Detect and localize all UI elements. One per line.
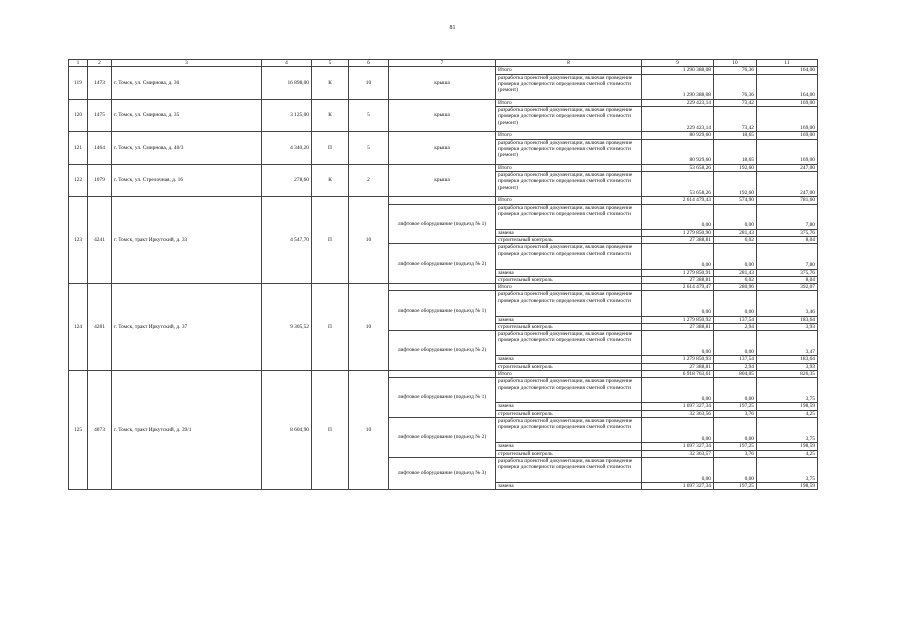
floors: 10 [349,197,389,284]
floors: 10 [349,67,389,99]
house-id: 4241 [88,197,112,284]
work-type-design: разработка проектной документации, включая проведение проверки достоверности определения сметной стоимости (ремонт) [496,74,642,99]
wall-type: П [312,132,349,164]
work-type-replacement: замена [496,443,642,450]
data-table [68,59,818,490]
total-col9: 6 918 763,61 [642,370,714,377]
design-col11: 7,80 [757,244,818,269]
repair-element: крыша [389,67,496,99]
total-col11: 164,00 [757,67,818,74]
design-col9: 53 658,26 [642,172,714,197]
control-col10: 6,02 [714,276,757,283]
repair-element-lift: лифтовое оборудование (подъезд № 2) [389,244,496,284]
entry-123-total-row [69,197,818,204]
work-type-design: разработка проектной документации, включая проведение проверки достоверности определения сметной стоимости [496,291,642,316]
entry-121-total-row [69,132,818,139]
total-col10: 280,96 [714,284,757,291]
header-cell-4: 4 [262,60,312,67]
wall-type: П [312,370,349,489]
header-cell-1: 1 [69,60,88,67]
repair-element-lift: лифтовое оборудование (подъезд № 1) [389,378,496,418]
total-col10: 192,60 [714,164,757,171]
work-type-design: разработка проектной документации, включая проведение проверки достоверности определения сметной стоимости (ремонт) [496,139,642,164]
control-col10: 3,76 [714,450,757,457]
work-type-replacement: замена [496,229,642,236]
total-col10: 804,05 [714,370,757,377]
header-cell-8: 8 [496,60,642,67]
total-col9: 1 290 388,08 [642,67,714,74]
design-col9: 0,00 [642,457,714,482]
repair-element: крыша [389,99,496,131]
area: 3 125,00 [262,99,312,131]
design-col9: 80 929,60 [642,139,714,164]
address: г. Томск, ул. Стрелочная, д. 16 [112,164,262,196]
design-col11: 3,75 [757,378,818,403]
entry-125-total-row [69,370,818,377]
entry-120-total-row [69,99,818,106]
header-row [69,60,818,67]
entry-119-total-row [69,67,818,74]
control-col9: 27 388,81 [642,363,714,370]
design-col11: 3,75 [757,457,818,482]
replace-col9: 1 279 850,90 [642,229,714,236]
work-type-design: разработка проектной документации, включая проведение проверки достоверности определения сметной стоимости [496,244,642,269]
replace-col11: 198,59 [757,403,818,410]
work-type-design: разработка проектной документации, включая проведение проверки достоверности определения сметной стоимости (ремонт) [496,172,642,197]
element-blank [389,370,496,377]
work-type-replacement: замена [496,403,642,410]
control-col10: 2,94 [714,363,757,370]
replace-col9: 1 697 327,34 [642,483,714,490]
work-type-replacement: замена [496,316,642,323]
replace-col9: 1 279 850,93 [642,356,714,363]
header-cell-11: 11 [757,60,818,67]
entry-122-total-row [69,164,818,171]
design-col10: 0,00 [714,291,757,316]
work-type-control: строительный контроль [496,363,642,370]
replace-col9: 1 697 327,34 [642,443,714,450]
total-col9: 2 614 479,43 [642,197,714,204]
header-cell-9: 9 [642,60,714,67]
replace-col10: 137,54 [714,356,757,363]
design-col9: 0,00 [642,204,714,229]
work-type-design: разработка проектной документации, включая проведение проверки достоверности определения сметной стоимости [496,418,642,443]
replace-col11: 198,59 [757,443,818,450]
design-col10: 0,00 [714,418,757,443]
replace-col10: 197,25 [714,443,757,450]
replace-col11: 375,76 [757,269,818,276]
total-col11: 169,00 [757,99,818,106]
floors: 10 [349,284,389,371]
total-col10: 18,65 [714,132,757,139]
total-col11: 781,60 [757,197,818,204]
wall-type: П [312,284,349,371]
design-col9: 0,00 [642,244,714,269]
capital-repair-table [68,59,818,490]
work-type-design: разработка проектной документации, включая проведение проверки достоверности определения сметной стоимости [496,457,642,482]
design-col10: 192,60 [714,172,757,197]
wall-type: К [312,164,349,196]
replace-col10: 281,43 [714,269,757,276]
header-cell-6: 6 [349,60,389,67]
row-number: 125 [69,370,88,489]
replace-col9: 1 697 327,34 [642,403,714,410]
replace-col10: 197,25 [714,403,757,410]
design-col11: 7,80 [757,204,818,229]
total-col9: 53 658,26 [642,164,714,171]
element-blank [389,197,496,204]
header-cell-10: 10 [714,60,757,67]
repair-element-lift: лифтовое оборудование (подъезд № 1) [389,204,496,244]
design-col11: 164,00 [757,74,818,99]
house-id: 1464 [88,132,112,164]
wall-type: К [312,67,349,99]
design-col9: 0,00 [642,331,714,356]
work-type-total: Итого [496,164,642,171]
total-col11: 169,00 [757,132,818,139]
design-col10: 0,00 [714,457,757,482]
control-col11: 8,04 [757,237,818,244]
control-col9: 27 388,81 [642,323,714,330]
replace-col11: 183,64 [757,356,818,363]
area: 16 898,00 [262,67,312,99]
repair-element: крыша [389,164,496,196]
control-col9: 27 388,81 [642,237,714,244]
element-blank [389,284,496,291]
design-col11: 247,00 [757,172,818,197]
design-col9: 0,00 [642,378,714,403]
address: г. Томск, тракт Иркутский, д. 37 [112,284,262,371]
work-type-control: строительный контроль [496,237,642,244]
floors: 5 [349,132,389,164]
design-col9: 0,00 [642,291,714,316]
total-col11: 247,00 [757,164,818,171]
work-type-replacement: замена [496,483,642,490]
replace-col10: 197,25 [714,483,757,490]
address: г. Томск, ул. Смирнова, д. 40/3 [112,132,262,164]
house-id: 1473 [88,67,112,99]
work-type-total: Итого [496,197,642,204]
control-col9: 32 363,56 [642,410,714,417]
design-col11: 169,00 [757,139,818,164]
row-number: 123 [69,197,88,284]
work-type-design: разработка проектной документации, включая проведение проверки достоверности определения сметной стоимости [496,378,642,403]
wall-type: К [312,99,349,131]
control-col11: 4,25 [757,410,818,417]
address: г. Томск, ул. Смирнова, д. 30 [112,67,262,99]
address: г. Томск, тракт Иркутский, д. 39/1 [112,370,262,489]
row-number: 124 [69,284,88,371]
row-number: 121 [69,132,88,164]
replace-col11: 183,64 [757,316,818,323]
wall-type: П [312,197,349,284]
replace-col10: 137,54 [714,316,757,323]
design-col10: 76,36 [714,74,757,99]
work-type-total: Итого [496,99,642,106]
address: г. Томск, тракт Иркутский, д. 33 [112,197,262,284]
control-col9: 32 363,57 [642,450,714,457]
total-col9: 2 614 479,47 [642,284,714,291]
control-col10: 3,76 [714,410,757,417]
work-type-control: строительный контроль [496,410,642,417]
house-id: 4073 [88,370,112,489]
design-col9: 1 290 388,08 [642,74,714,99]
design-col10: 0,00 [714,378,757,403]
house-id: 4281 [88,284,112,371]
work-type-design: разработка проектной документации, включая проведение проверки достоверности определения сметной стоимости [496,331,642,356]
house-id: 1079 [88,164,112,196]
control-col11: 3,93 [757,363,818,370]
work-type-control: строительный контроль [496,323,642,330]
house-id: 1475 [88,99,112,131]
repair-element: крыша [389,132,496,164]
header-cell-5: 5 [312,60,349,67]
design-col10: 18,65 [714,139,757,164]
area: 4 340,20 [262,132,312,164]
control-col9: 27 388,81 [642,276,714,283]
design-col10: 0,00 [714,331,757,356]
floors: 5 [349,99,389,131]
work-type-total: Итого [496,284,642,291]
work-type-design: разработка проектной документации, включая проведение проверки достоверности определения сметной стоимости (ремонт) [496,107,642,132]
design-col11: 3,46 [757,291,818,316]
design-col10: 0,00 [714,244,757,269]
row-number: 120 [69,99,88,131]
replace-col9: 1 279 850,91 [642,269,714,276]
repair-element-lift: лифтовое оборудование (подъезд № 1) [389,291,496,331]
total-col9: 229 423,14 [642,99,714,106]
design-col10: 73,42 [714,107,757,132]
design-col9: 229 423,14 [642,107,714,132]
floors: 2 [349,164,389,196]
work-type-replacement: замена [496,356,642,363]
design-col9: 0,00 [642,418,714,443]
repair-element-lift: лифтовое оборудование (подъезд № 2) [389,418,496,458]
work-type-replacement: замена [496,269,642,276]
work-type-control: строительный контроль [496,276,642,283]
work-type-total: Итого [496,67,642,74]
replace-col9: 1 279 850,92 [642,316,714,323]
header-cell-3: 3 [112,60,262,67]
design-col11: 169,00 [757,107,818,132]
row-number: 119 [69,67,88,99]
header-cell-7: 7 [389,60,496,67]
total-col10: 76,36 [714,67,757,74]
design-col11: 3,47 [757,331,818,356]
total-col11: 826,35 [757,370,818,377]
design-col10: 0,00 [714,204,757,229]
design-col11: 3,75 [757,418,818,443]
total-col10: 574,90 [714,197,757,204]
total-col9: 80 929,60 [642,132,714,139]
work-type-control: строительный контроль [496,450,642,457]
area: 4 547,70 [262,197,312,284]
control-col10: 6,02 [714,237,757,244]
control-col11: 3,93 [757,323,818,330]
work-type-total: Итого [496,132,642,139]
area: 8 604,90 [262,370,312,489]
repair-element-lift: лифтовое оборудование (подъезд № 2) [389,331,496,371]
replace-col10: 281,43 [714,229,757,236]
repair-element-lift: лифтовое оборудование (подъезд № 3) [389,457,496,489]
work-type-total: Итого [496,370,642,377]
total-col10: 73,42 [714,99,757,106]
replace-col11: 198,59 [757,483,818,490]
address: г. Томск, ул. Смирнова, д. 35 [112,99,262,131]
work-type-design: разработка проектной документации, включая проведение проверки достоверности определения сметной стоимости [496,204,642,229]
entry-124-total-row [69,284,818,291]
area: 278,60 [262,164,312,196]
floors: 10 [349,370,389,489]
control-col11: 8,04 [757,276,818,283]
control-col11: 4,25 [757,450,818,457]
page-number: 81 [449,25,456,31]
row-number: 122 [69,164,88,196]
replace-col11: 375,76 [757,229,818,236]
control-col10: 2,94 [714,323,757,330]
total-col11: 392,07 [757,284,818,291]
area: 9 305,52 [262,284,312,371]
header-cell-2: 2 [88,60,112,67]
